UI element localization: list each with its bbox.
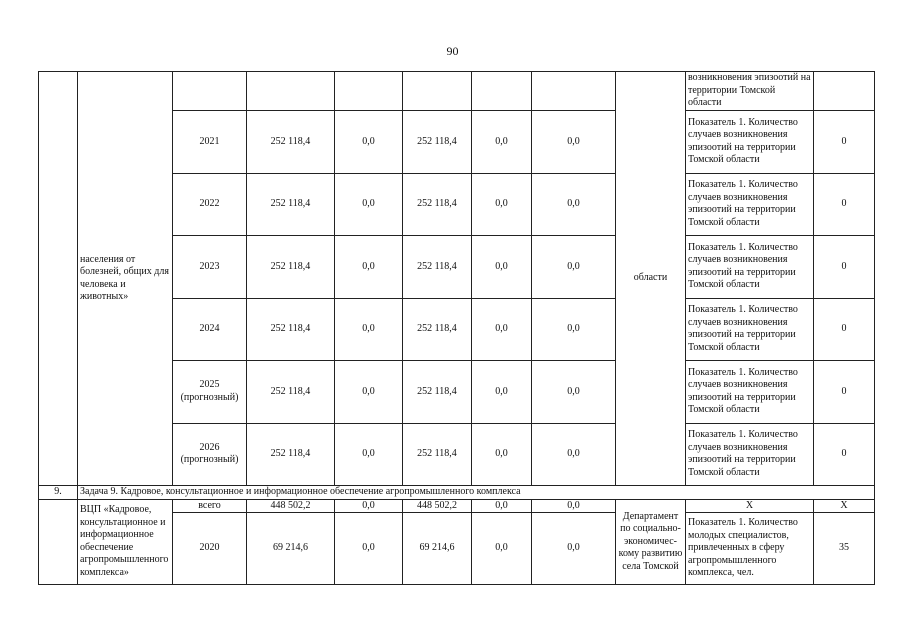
year-cell: 2022 — [173, 173, 247, 236]
local-cell: 0,0 — [472, 298, 532, 361]
local-cell: 0,0 — [472, 236, 532, 299]
year-cell: 2024 — [173, 298, 247, 361]
local-cell: 0,0 — [472, 173, 532, 236]
local-cell: 0,0 — [472, 111, 532, 174]
other-cell: 0,0 — [532, 423, 616, 486]
other-cell: 0,0 — [532, 111, 616, 174]
other-cell: 0,0 — [532, 513, 616, 585]
indicator-value-cell: 0 — [814, 111, 875, 174]
other-cell — [532, 72, 616, 111]
row-number-cell — [39, 72, 78, 486]
indicator-cell: Показатель 1. Количество случаев возникновения эпизоотий на территории Томской области — [686, 361, 814, 424]
table-row — [39, 72, 875, 111]
row-number-cell — [39, 499, 78, 585]
measure-name-cell: ВЦП «Кадровое, консультационное и информационное обеспечение агропромышленного комплекса» — [78, 499, 173, 585]
year-cell: 2021 — [173, 111, 247, 174]
federal-cell: 0,0 — [335, 173, 403, 236]
total-cell: 252 118,4 — [247, 111, 335, 174]
federal-cell: 0,0 — [335, 236, 403, 299]
indicator-cell: возникновения эпизоотий на территории Томской области — [686, 72, 814, 111]
year-cell: всего — [173, 499, 247, 513]
other-cell: 0,0 — [532, 298, 616, 361]
regional-cell: 69 214,6 — [403, 513, 472, 585]
indicator-value-cell: 35 — [814, 513, 875, 585]
indicator-value-cell: 0 — [814, 173, 875, 236]
page-number: 90 — [446, 44, 459, 58]
federal-cell: 0,0 — [335, 423, 403, 486]
executor-cell: области — [616, 72, 686, 486]
other-cell: 0,0 — [532, 361, 616, 424]
federal-cell: 0,0 — [335, 298, 403, 361]
local-cell — [472, 72, 532, 111]
indicator-value-cell: 0 — [814, 298, 875, 361]
regional-cell: 252 118,4 — [403, 173, 472, 236]
indicator-cell: Показатель 1. Количество случаев возникновения эпизоотий на территории Томской области — [686, 173, 814, 236]
local-cell: 0,0 — [472, 513, 532, 585]
executor-cell: Департамент по социально-экономическому развитию села Томской — [616, 499, 686, 585]
regional-cell: 252 118,4 — [403, 361, 472, 424]
federal-cell — [335, 72, 403, 111]
other-cell: 0,0 — [532, 173, 616, 236]
indicator-cell: Показатель 1. Количество случаев возникновения эпизоотий на территории Томской области — [686, 423, 814, 486]
total-cell: 252 118,4 — [247, 298, 335, 361]
local-cell: 0,0 — [472, 423, 532, 486]
indicator-cell: Показатель 1. Количество случаев возникновения эпизоотий на территории Томской области — [686, 298, 814, 361]
total-cell: 252 118,4 — [247, 423, 335, 486]
table-row — [39, 499, 875, 513]
federal-cell: 0,0 — [335, 513, 403, 585]
indicator-value-cell — [814, 72, 875, 111]
year-cell — [173, 72, 247, 111]
federal-cell: 0,0 — [335, 499, 403, 513]
year-cell: 2023 — [173, 236, 247, 299]
measure-name-cell: населения от болезней, общих для человека и животных» — [78, 72, 173, 486]
regional-cell: 252 118,4 — [403, 298, 472, 361]
total-cell: 252 118,4 — [247, 236, 335, 299]
program-table — [38, 71, 875, 585]
indicator-value-cell: 0 — [814, 423, 875, 486]
total-cell: 448 502,2 — [247, 499, 335, 513]
task-title: Задача 9. Кадровое, консультационное и информационное обеспечение агропромышленного комплекса — [78, 486, 875, 500]
federal-cell: 0,0 — [335, 111, 403, 174]
indicator-cell: Показатель 1. Количество случаев возникновения эпизоотий на территории Томской области — [686, 111, 814, 174]
local-cell: 0,0 — [472, 361, 532, 424]
indicator-value-cell: 0 — [814, 236, 875, 299]
total-cell: 69 214,6 — [247, 513, 335, 585]
regional-cell — [403, 72, 472, 111]
year-cell: 2020 — [173, 513, 247, 585]
local-cell: 0,0 — [472, 499, 532, 513]
indicator-cell: Показатель 1. Количество молодых специалистов, привлеченных в сферу агропромышленного комплекса, чел. — [686, 513, 814, 585]
total-cell — [247, 72, 335, 111]
federal-cell: 0,0 — [335, 361, 403, 424]
indicator-cell: Х — [686, 499, 814, 513]
year-cell: 2025 (прогнозный) — [173, 361, 247, 424]
indicator-value-cell: 0 — [814, 361, 875, 424]
total-cell: 252 118,4 — [247, 173, 335, 236]
task-row — [39, 486, 875, 500]
other-cell: 0,0 — [532, 236, 616, 299]
regional-cell: 252 118,4 — [403, 423, 472, 486]
regional-cell: 252 118,4 — [403, 236, 472, 299]
other-cell: 0,0 — [532, 499, 616, 513]
regional-cell: 252 118,4 — [403, 111, 472, 174]
indicator-cell: Показатель 1. Количество случаев возникновения эпизоотий на территории Томской области — [686, 236, 814, 299]
regional-cell: 448 502,2 — [403, 499, 472, 513]
indicator-value-cell: Х — [814, 499, 875, 513]
total-cell: 252 118,4 — [247, 361, 335, 424]
year-cell: 2026 (прогнозный) — [173, 423, 247, 486]
task-number: 9. — [39, 486, 78, 500]
